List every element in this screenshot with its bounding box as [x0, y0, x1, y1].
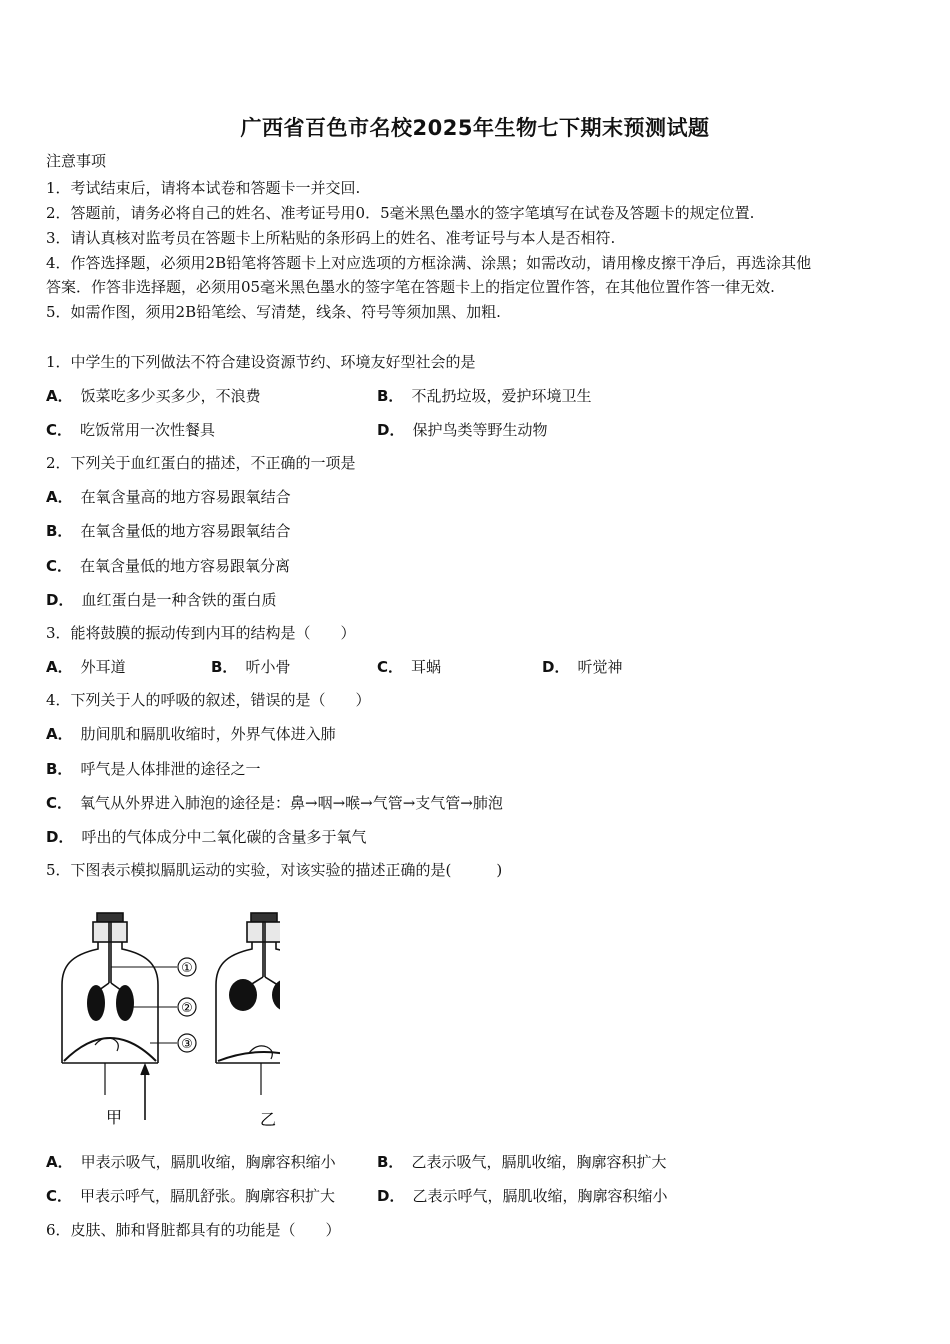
option-b: B． 在氧含量低的地方容易跟氧结合 — [46, 522, 291, 540]
option-b: B． 不乱扔垃圾，爱护环境卫生 — [377, 387, 592, 405]
notice-item: 5．如需作图，须用2B铅笔绘、写清楚，线条、符号等须加黑、加粗. — [46, 303, 501, 321]
notice-item: 答案．作答非选择题，必须用05毫米黑色墨水的签字笔在答题卡上的指定位置作答，在其他位置作答一律无效. — [46, 278, 775, 296]
notice-heading: 注意事项 — [46, 152, 107, 170]
notice-item: 2．答题前，请务必将自己的姓名、准考证号用0．5毫米黑色墨水的签字笔填写在试卷及答题卡的规定位置. — [46, 204, 755, 222]
option-d: D． 呼出的气体成分中二氧化碳的含量多于氧气 — [46, 828, 367, 846]
label-2 — [178, 998, 196, 1016]
caption-jia: 甲 — [105, 1108, 123, 1127]
question-stem: 5．下图表示模拟膈肌运动的实验，对该实验的描述正确的是( ) — [46, 861, 503, 879]
notice-item: 1．考试结束后，请将本试卷和答题卡一并交回. — [46, 179, 361, 197]
option-b: B． 呼气是人体排泄的途径之一 — [46, 760, 261, 778]
lung-left-yi — [229, 979, 257, 1011]
option-a: A． 肋间肌和膈肌收缩时，外界气体进入肺 — [46, 725, 336, 743]
question-stem: 4．下列关于人的呼吸的叙述，错误的是（ ） — [46, 691, 371, 709]
page-title: 广西省百色市名校2025年生物七下期末预测试题 — [240, 116, 710, 140]
bell-jar-jia — [62, 913, 158, 1120]
label-3 — [178, 1034, 196, 1052]
option-d: D． 听觉神 — [542, 658, 623, 676]
caption-yi: 乙 — [259, 1110, 277, 1129]
question-stem: 6．皮肤、肺和肾脏都具有的功能是（ ） — [46, 1221, 341, 1239]
option-c: C． 氧气从外界进入肺泡的途径是：鼻→咽→喉→气管→支气管→肺泡 — [46, 794, 503, 812]
option-a: A． 在氧含量高的地方容易跟氧结合 — [46, 488, 291, 506]
svg-text:②: ② — [181, 1001, 193, 1016]
option-a: A． 甲表示吸气，膈肌收缩，胸廓容积缩小 — [46, 1153, 336, 1171]
option-c: C． 甲表示呼气，膈肌舒张。胸廓容积扩大 — [46, 1187, 336, 1205]
option-a: A． 饭菜吃多少买多少，不浪费 — [46, 387, 261, 405]
diaphragm-model-figure — [50, 895, 280, 1135]
lung-left-jia — [87, 985, 105, 1021]
option-c: C． 耳蜗 — [377, 658, 442, 676]
question-stem: 2．下列关于血红蛋白的描述，不正确的一项是 — [46, 454, 356, 472]
option-b: B． 乙表示吸气，膈肌收缩，胸廓容积扩大 — [377, 1153, 667, 1171]
option-c: C． 在氧含量低的地方容易跟氧分离 — [46, 557, 291, 575]
notice-item: 3．请认真核对监考员在答题卡上所粘贴的条形码上的姓名、准考证号与本人是否相符. — [46, 229, 616, 247]
option-d: D． 乙表示呼气，膈肌收缩，胸廓容积缩小 — [377, 1187, 668, 1205]
option-b: B． 听小骨 — [211, 658, 291, 676]
option-d: D． 保护鸟类等野生动物 — [377, 421, 548, 439]
lung-right-jia — [116, 985, 134, 1021]
question-stem: 1．中学生的下列做法不符合建设资源节约、环境友好型社会的是 — [46, 353, 476, 371]
option-c: C． 吃饭常用一次性餐具 — [46, 421, 216, 439]
svg-text:①: ① — [181, 961, 193, 976]
question-stem: 3．能将鼓膜的振动传到内耳的结构是（ ） — [46, 624, 356, 642]
option-d: D． 血红蛋白是一种含铁的蛋白质 — [46, 591, 277, 609]
label-1 — [178, 958, 196, 976]
bell-jar-yi — [216, 913, 280, 1111]
option-a: A． 外耳道 — [46, 658, 126, 676]
svg-text:③: ③ — [181, 1037, 193, 1052]
notice-item: 4．作答选择题，必须用2B铅笔将答题卡上对应选项的方框涂满、涂黑；如需改动，请用橡皮擦干净后，再选涂其他 — [46, 254, 812, 272]
